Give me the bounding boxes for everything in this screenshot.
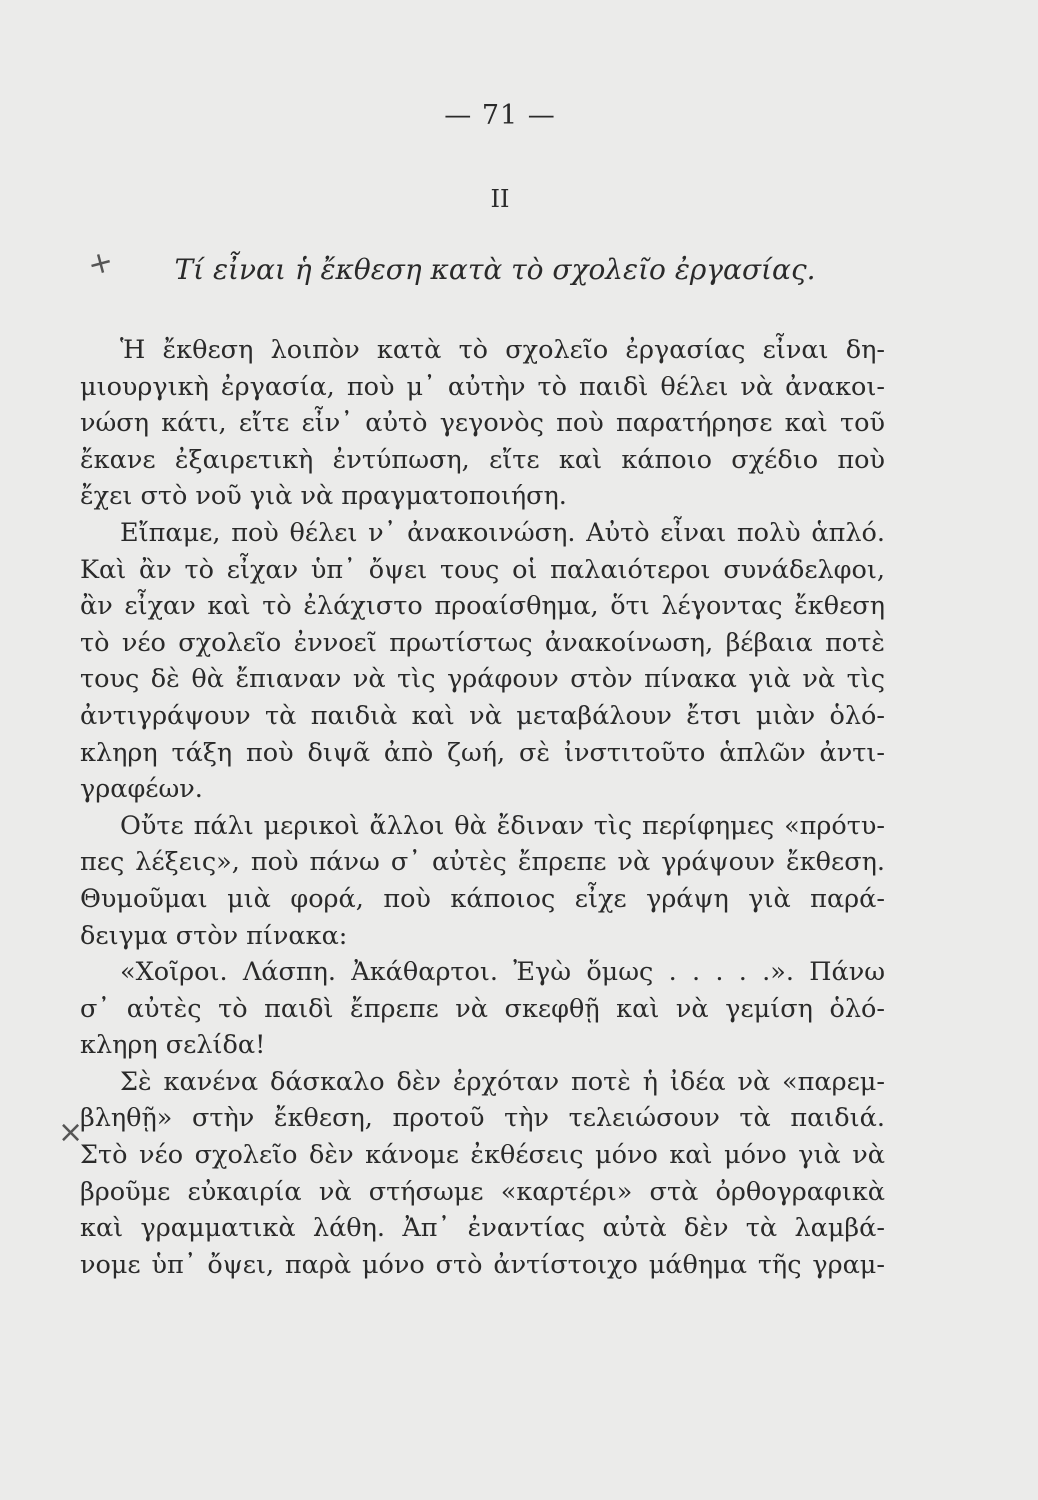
text-line: βροῦμε εὐκαιρία νὰ στήσωμε «καρτέρι» στὰ ὀρθογραφικὰ bbox=[80, 1176, 885, 1207]
margin-mark-cross: × bbox=[58, 1115, 84, 1150]
text-line: τὸ νέο σχολεῖο ἐννοεῖ πρωτίστως ἀνακοίνωση, βέβαια ποτὲ bbox=[80, 627, 885, 658]
text-line: Οὔτε πάλι μερικοὶ ἄλλοι θὰ ἔδιναν τὶς περίφημες «πρότυ- bbox=[120, 810, 885, 841]
text-line: κληρη τάξη ποὺ διψᾶ ἀπὸ ζωή, σὲ ἰνστιτοῦτο ἁπλῶν ἀντι- bbox=[80, 737, 885, 768]
text-line: νομε ὑπ᾿ ὄψει, παρὰ μόνο στὸ ἀντίστοιχο μάθημα τῆς γραμ- bbox=[80, 1249, 885, 1280]
text-line: «Χοῖροι. Λάσπη. Ἀκάθαρτοι. Ἐγὼ ὅμως . . . . .». Πάνω bbox=[120, 957, 885, 988]
margin-mark-plus: + bbox=[83, 243, 118, 284]
section-title: Τί εἶναι ἡ ἔκθεση κατὰ τὸ σχολεῖο ἐργασίας. bbox=[174, 253, 816, 286]
text-line: πες λέξεις», ποὺ πάνω σ᾿ αὐτὲς ἔπρεπε νὰ γράψουν ἔκθεση. bbox=[80, 847, 885, 878]
text-line: Καὶ ἂν τὸ εἶχαν ὑπ᾿ ὄψει τους οἱ παλαιότεροι συνάδελφοι, bbox=[80, 554, 885, 585]
text-line: Σὲ κανένα δάσκαλο δὲν ἐρχόταν ποτὲ ἡ ἰδέα νὰ «παρεμ- bbox=[120, 1066, 885, 1097]
text-line: νώση κάτι, εἴτε εἶν᾿ αὐτὸ γεγονὸς ποὺ παρατήρησε καὶ τοῦ bbox=[80, 408, 885, 439]
text-line: μιουργικὴ ἐργασία, ποὺ μ᾿ αὐτὴν τὸ παιδὶ θέλει νὰ ἀνακοι- bbox=[80, 371, 885, 402]
page-number: — 71 — bbox=[444, 100, 556, 131]
text-line: καὶ γραμματικὰ λάθη. Ἀπ᾿ ἐναντίας αὐτὰ δὲν τὰ λαμβά- bbox=[80, 1213, 885, 1244]
text-line: σ᾿ αὐτὲς τὸ παιδὶ ἔπρεπε νὰ σκεφθῇ καὶ νὰ γεμίση ὁλό- bbox=[80, 993, 885, 1024]
text-line: Θυμοῦμαι μιὰ φορά, ποὺ κάποιος εἶχε γράψη γιὰ παρά- bbox=[80, 883, 885, 914]
text-line: ἔκανε ἐξαιρετικὴ ἐντύπωση, εἴτε καὶ κάποιο σχέδιο ποὺ bbox=[80, 444, 885, 475]
text-line: κληρη σελίδα! bbox=[80, 1030, 266, 1061]
text-line: Ἡ ἔκθεση λοιπὸν κατὰ τὸ σχολεῖο ἐργασίας εἶναι δη- bbox=[120, 335, 885, 365]
text-line: γραφέων. bbox=[80, 774, 203, 805]
text-line: τους δὲ θὰ ἔπιαναν νὰ τὶς γράφουν στὸν πίνακα γιὰ νὰ τὶς bbox=[80, 664, 885, 695]
text-line: ἔχει στὸ νοῦ γιὰ νὰ πραγματοποιήση. bbox=[80, 481, 567, 512]
text-line: Στὸ νέο σχολεῖο δὲν κάνομε ἐκθέσεις μόνο καὶ μόνο γιὰ νὰ bbox=[80, 1140, 885, 1171]
text-line: δειγμα στὸν πίνακα: bbox=[80, 920, 348, 951]
text-line: ἂν εἶχαν καὶ τὸ ἐλάχιστο προαίσθημα, ὅτι λέγοντας ἔκθεση bbox=[80, 591, 885, 622]
text-line: ἀντιγράψουν τὰ παιδιὰ καὶ νὰ μεταβάλουν ἔτσι μιὰν ὁλό- bbox=[80, 700, 885, 731]
body-text bbox=[80, 332, 885, 1283]
text-line: βληθῇ» στὴν ἔκθεση, προτοῦ τὴν τελειώσουν τὰ παιδιά. bbox=[80, 1103, 885, 1134]
text-line: Εἴπαμε, ποὺ θέλει ν᾿ ἀνακοινώση. Αὐτὸ εἶναι πολὺ ἁπλό. bbox=[120, 517, 885, 548]
section-numeral: II bbox=[490, 185, 510, 213]
